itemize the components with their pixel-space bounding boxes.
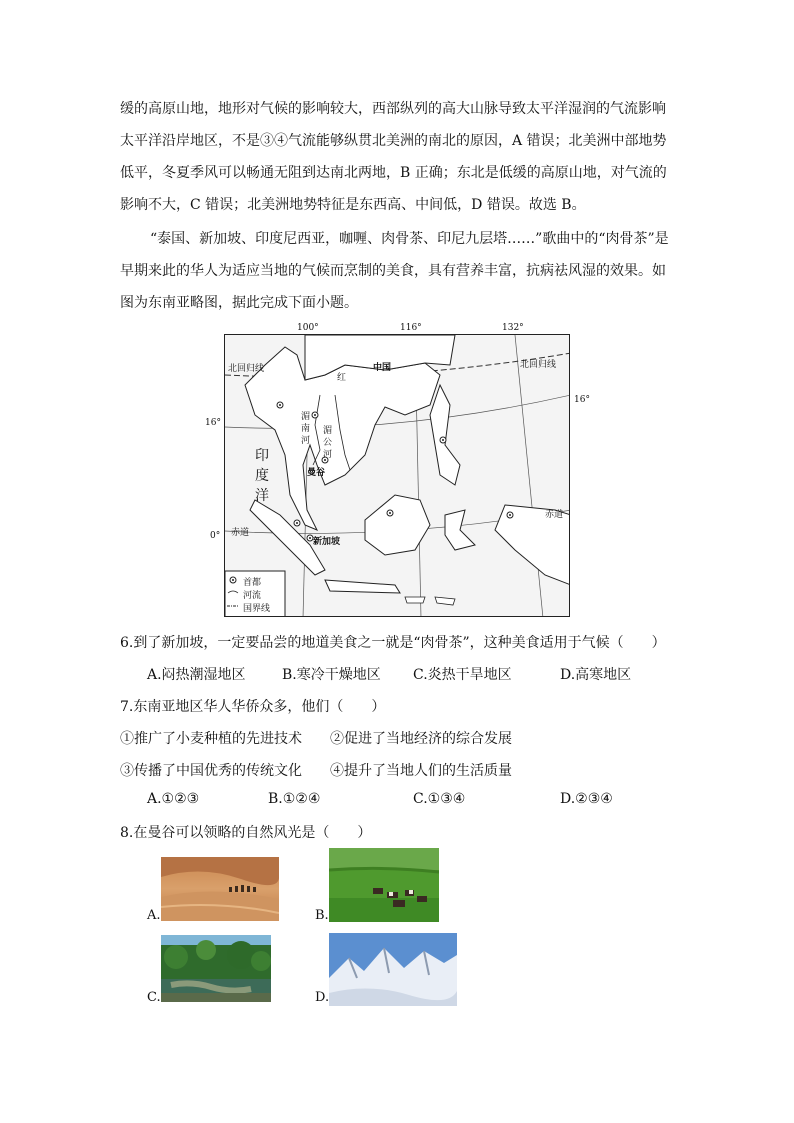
equator-label-right: 赤道: [545, 510, 564, 520]
question-6-option-a[interactable]: A.闷热潮湿地区: [147, 667, 246, 683]
snow-mountain-photo[interactable]: [329, 933, 457, 1006]
question-8-label-a[interactable]: A.: [147, 908, 161, 923]
mekong-label: 南: [301, 424, 311, 434]
map-drawing: [225, 335, 570, 617]
question-7-option-a[interactable]: A.①②③: [147, 791, 200, 807]
longitude-label: 132°: [502, 323, 524, 333]
question-6-option-c[interactable]: C.炎热干旱地区: [413, 667, 512, 683]
question-6-option-b[interactable]: B.寒冷干燥地区: [282, 667, 381, 683]
question-7-option-d[interactable]: D.②③④: [560, 791, 613, 807]
passage-2-line: 早期来此的华人为适应当地的气候而烹制的美食，具有营养丰富，抗病祛风湿的效果。如: [120, 263, 666, 279]
indian-ocean-label: 洋: [255, 488, 269, 504]
question-7-item: ④提升了当地人们的生活质量: [330, 763, 512, 779]
question-7-stem: 7.东南亚地区华人华侨众多，他们（ ）: [120, 699, 386, 715]
indian-ocean-label: 度: [255, 468, 269, 484]
southeast-asia-map: [224, 334, 570, 617]
red-river-label: 红: [337, 373, 347, 383]
question-6-stem: 6.到了新加坡，一定要品尝的地道美食之一就是“肉骨茶”，这种美食适用于气候（ ）: [120, 635, 666, 651]
question-8-label-c[interactable]: C.: [147, 990, 161, 1005]
question-7-item: ③传播了中国优秀的传统文化: [120, 763, 302, 779]
question-7-item: ①推广了小麦种植的先进技术: [120, 731, 302, 747]
question-7-option-b[interactable]: B.①②④: [268, 791, 321, 807]
grassland-photo[interactable]: [329, 848, 439, 922]
bangkok-label: 曼谷: [307, 468, 326, 478]
latitude-label-0: 0°: [210, 531, 221, 541]
passage-1-line: 影响不大，C 错误；北美洲地势特征是东西高、中间低，D 错误。故选 B。: [120, 197, 586, 213]
question-8-label-d[interactable]: D.: [315, 990, 330, 1005]
tropic-label-left: 北回归线: [228, 364, 265, 374]
passage-2-line: 图为东南亚略图，据此完成下面小题。: [120, 295, 358, 311]
latitude-label-16-left: 16°: [205, 418, 221, 428]
singapore-label: 新加坡: [313, 537, 341, 547]
passage-1-line: 低平，冬夏季风可以畅通无阻到达南北两地，B 正确；东北是低缓的高原山地，对气流的: [120, 165, 667, 181]
question-7-item: ②促进了当地经济的综合发展: [330, 731, 512, 747]
legend-river: 河流: [243, 591, 262, 601]
desert-photo[interactable]: [161, 857, 279, 921]
legend-capital: 首都: [243, 578, 262, 588]
question-7-option-c[interactable]: C.①③④: [413, 791, 466, 807]
indian-ocean-label: 印: [255, 448, 269, 464]
question-8-label-b[interactable]: B.: [315, 908, 329, 923]
equator-label-left: 赤道: [231, 528, 250, 538]
china-label: 中国: [373, 363, 392, 373]
passage-1-line: 太平洋沿岸地区，不是③④气流能够纵贯北美洲的南北的原因，A 错误；北美洲中部地势: [120, 133, 667, 149]
mekong-label: 河: [301, 436, 311, 446]
legend-border: 国界线: [243, 604, 271, 614]
question-6-option-d[interactable]: D.高寒地区: [560, 667, 632, 683]
longitude-label: 100°: [297, 323, 319, 333]
tropical-forest-photo[interactable]: [161, 935, 271, 1002]
latitude-label-16-right: 16°: [574, 395, 590, 405]
mekong-label: 湄: [323, 426, 333, 436]
tropic-label-right: 北回归线: [520, 360, 557, 370]
longitude-label: 116°: [400, 323, 422, 333]
mekong-label: 河: [323, 450, 333, 460]
passage-2-line: “泰国、新加坡、印度尼西亚，咖喱、肉骨茶、印尼九层塔……”歌曲中的“肉骨茶”是: [150, 231, 669, 247]
question-8-stem: 8.在曼谷可以领略的自然风光是（ ）: [120, 825, 372, 841]
mekong-label: 公: [323, 438, 333, 448]
mekong-label: 湄: [301, 412, 311, 422]
passage-1-line: 缓的高原山地，地形对气候的影响较大，西部纵列的高大山脉导致太平洋湿润的气流影响: [120, 101, 666, 117]
